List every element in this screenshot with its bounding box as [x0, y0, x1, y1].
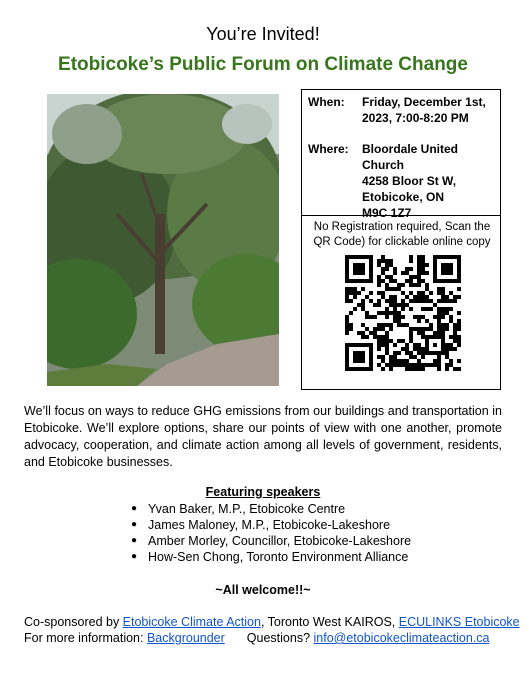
where-city: Etobicoke, ON [362, 190, 445, 204]
where-postal-code: M9C 1Z7 [362, 206, 412, 220]
speakers-list [131, 501, 411, 565]
speaker-item: ● Amber Morley, Councillor, Etobicoke-Lakeshore [131, 533, 411, 549]
where-label: Where: [308, 142, 349, 156]
welcome-text: ~All welcome!!~ [215, 583, 311, 597]
questions-label: Questions? [246, 631, 314, 645]
when-label: When: [308, 95, 345, 109]
cosponsors-line [24, 615, 520, 629]
when-where-cell [302, 90, 500, 216]
where-venue-line1: Bloordale United [362, 142, 459, 156]
speaker-item: ● James Maloney, M.P., Etobicoke-Lakeshore [131, 517, 411, 533]
qr-instructions-line2: QR Code) for clickable online copy [313, 236, 491, 248]
qr-cell [302, 206, 500, 389]
where-street: 4258 Bloor St W, [362, 174, 457, 188]
qr-instructions-line1: No Registration required, Scan the [313, 221, 491, 233]
qr-code-icon[interactable] [345, 255, 461, 371]
intro-paragraph: We’ll focus on ways to reduce GHG emissions from our buildings and transportation in Etobicoke. We’ll explore options, share our points of view with one another, promote advocacy, cooperation, and climate action among all levels of government, residents, and Etobicoke businesses. [24, 404, 502, 469]
page-title: Etobicoke’s Public Forum on Climate Change [58, 54, 468, 75]
qr-instructions [304, 220, 500, 250]
event-details-table [301, 89, 501, 390]
etobicoke-climate-action-link[interactable]: Etobicoke Climate Action [122, 615, 261, 629]
tree-photo [47, 94, 279, 386]
eculinks-link[interactable]: ECULINKS Etobicoke [398, 615, 520, 629]
speakers-heading: Featuring speakers [205, 485, 321, 499]
speaker-item: ● How-Sen Chong, Toronto Environment Alliance [131, 549, 411, 565]
invite-heading: You’re Invited! [206, 24, 320, 44]
backgrounder-link[interactable]: Backgrounder [146, 631, 225, 645]
when-time: 2023, 7:00-8:20 PM [362, 111, 469, 125]
cosponsored-label: Co-sponsored by [24, 615, 123, 629]
info-label: For more information: [24, 631, 147, 645]
email-link[interactable]: info@etobicokeclimateaction.ca [313, 631, 490, 645]
tree-illustration [47, 94, 279, 386]
when-date: Friday, December 1st, [362, 95, 486, 109]
where-venue-line2: Church [362, 158, 404, 172]
kairos-text: , Toronto West KAIROS, [260, 615, 399, 629]
speaker-item: ● Yvan Baker, M.P., Etobicoke Centre [131, 501, 411, 517]
info-line [24, 631, 490, 645]
